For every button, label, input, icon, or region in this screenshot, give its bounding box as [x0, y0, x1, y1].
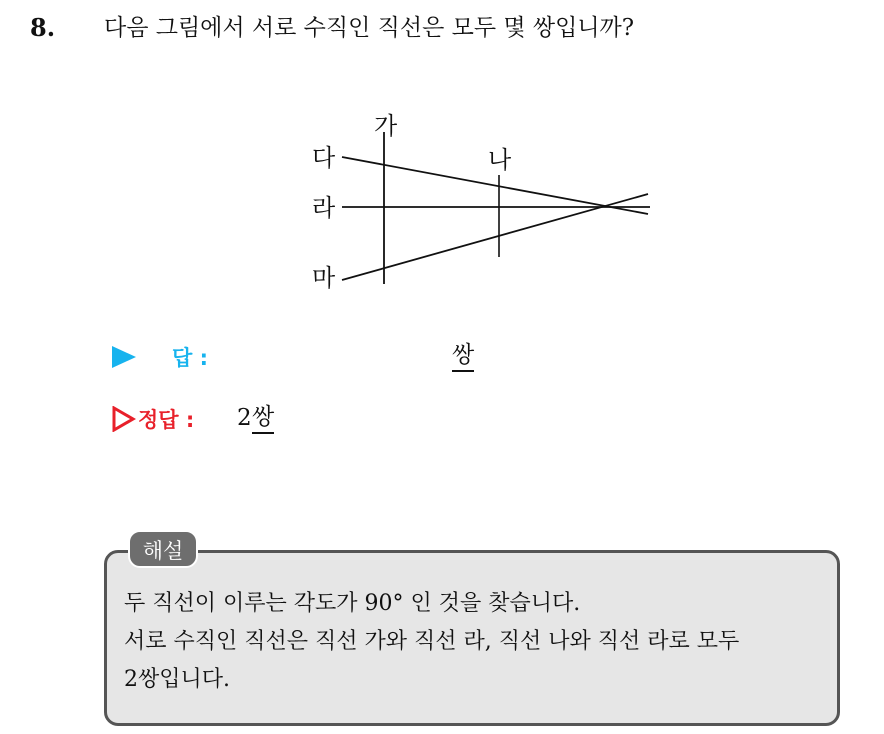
label-na: 나 — [488, 146, 512, 174]
correct-answer-row — [112, 402, 812, 438]
answer-row — [112, 340, 812, 374]
label-da: 다 — [312, 144, 336, 172]
explanation-line-2: 서로 수직인 직선은 직선 가와 직선 라, 직선 나와 직선 라로 모두 — [124, 629, 740, 654]
correct-number: 2 — [237, 405, 252, 431]
geometry-figure — [300, 108, 660, 298]
correct-unit: 쌍 — [252, 402, 274, 434]
answer-blank-unit[interactable]: 쌍 — [452, 340, 474, 372]
label-ma: 마 — [312, 264, 336, 292]
play-triangle-icon — [112, 346, 136, 368]
correct-label: 정답 : — [138, 408, 195, 432]
label-ga: 가 — [374, 112, 398, 140]
question-number: 8. — [30, 13, 56, 42]
answer-label: 답 : — [172, 346, 208, 370]
question-text: 다음 그림에서 서로 수직인 직선은 모두 몇 쌍입니까? — [104, 15, 635, 41]
label-ra: 라 — [312, 194, 336, 222]
explanation-line-3: 2쌍입니다. — [124, 667, 230, 692]
explanation-tag: 해설 — [128, 530, 198, 568]
explanation-line-1: 두 직선이 이루는 각도가 90° 인 것을 찾습니다. — [124, 591, 581, 616]
outline-triangle-icon — [112, 406, 136, 432]
